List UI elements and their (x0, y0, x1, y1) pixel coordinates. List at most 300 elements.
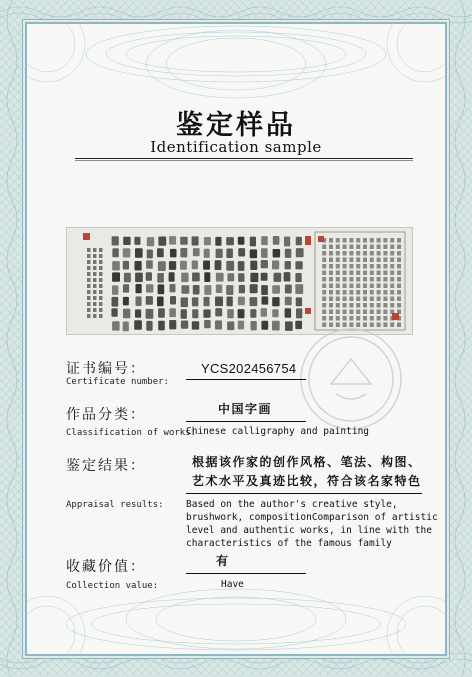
calligraphy-glyph (261, 285, 268, 295)
calligraphy-glyph (193, 285, 200, 295)
description-glyph (349, 264, 353, 269)
description-glyph (356, 277, 360, 282)
appraisal-value-en-line1: Based on the author's creative style, (186, 499, 398, 510)
description-glyph (390, 303, 394, 308)
appraisal-label-en: Appraisal results: (66, 500, 164, 510)
description-glyph (363, 271, 367, 276)
description-glyph (336, 303, 340, 308)
description-glyph (363, 277, 367, 282)
calligraphy-glyph (204, 297, 210, 306)
description-glyph (329, 238, 333, 243)
description-glyph (390, 277, 394, 282)
description-glyph (329, 310, 333, 315)
calligraphy-glyph (180, 248, 187, 257)
calligraphy-glyph (204, 272, 210, 282)
description-glyph (370, 264, 374, 269)
calligraphy-glyph (239, 285, 245, 293)
inscription-glyph (99, 260, 103, 264)
inscription-glyph (87, 296, 91, 300)
calligraphy-glyph (250, 309, 256, 318)
calligraphy-glyph (192, 236, 199, 245)
description-glyph (343, 323, 347, 328)
description-glyph (349, 245, 353, 250)
description-glyph (370, 251, 374, 256)
description-glyph (390, 271, 394, 276)
description-glyph (349, 284, 353, 289)
description-glyph (363, 284, 367, 289)
description-glyph (397, 277, 401, 282)
calligraphy-glyph (250, 284, 258, 293)
inscription-glyph (93, 290, 97, 294)
calligraphy-glyph (169, 320, 176, 329)
inscription-glyph (87, 272, 91, 276)
description-glyph (377, 264, 381, 269)
calligraphy-glyph (181, 285, 189, 294)
description-glyph (329, 245, 333, 250)
inscription-glyph (93, 266, 97, 270)
calligraphy-glyph (180, 261, 187, 270)
classification-label-en: Classification of works: (66, 428, 197, 438)
inscription-glyph (93, 308, 97, 312)
calligraphy-glyph (170, 284, 176, 292)
calligraphy-glyph (227, 309, 234, 318)
description-glyph (349, 238, 353, 243)
collection-value-label-en: Collection value: (66, 581, 159, 591)
calligraphy-glyph (146, 284, 153, 292)
calligraphy-glyph (192, 309, 198, 318)
calligraphy-glyph (123, 284, 129, 292)
calligraphy-glyph (216, 249, 223, 258)
description-glyph (397, 284, 401, 289)
calligraphy-glyph (250, 273, 258, 282)
description-glyph (329, 271, 333, 276)
calligraphy-glyph (238, 321, 244, 330)
description-glyph (390, 297, 394, 302)
calligraphy-glyph (215, 297, 223, 307)
description-glyph (370, 245, 374, 250)
calligraphy-glyph (226, 237, 234, 245)
calligraphy-glyph (181, 273, 188, 283)
description-glyph (383, 277, 387, 282)
description-glyph (397, 258, 401, 263)
description-glyph (363, 245, 367, 250)
appraisal-value-cn-line2: 艺术水平及真迹比较，符合该名家特色 (192, 474, 422, 488)
inscription-glyph (87, 266, 91, 270)
description-glyph (377, 238, 381, 243)
classification-value-en: Chinese calligraphy and painting (186, 426, 370, 437)
inscription-glyph (87, 278, 91, 282)
appraisal-value-en-line2: brushwork, compositionComparison of artistic (186, 512, 438, 523)
description-glyph (343, 238, 347, 243)
description-glyph (343, 251, 347, 256)
description-glyph (397, 264, 401, 269)
calligraphy-glyph (157, 273, 164, 283)
inscription-glyph (87, 302, 91, 306)
calligraphy-glyph (146, 272, 152, 281)
calligraphy-glyph (296, 297, 302, 306)
calligraphy-glyph (135, 261, 142, 271)
calligraphy-glyph (295, 273, 301, 282)
calligraphy-glyph (227, 273, 234, 281)
appraisal-value-en-line3: level and authentic works, in line with the (186, 525, 432, 536)
calligraphy-glyph (134, 237, 140, 245)
description-glyph (363, 316, 367, 321)
description-glyph (343, 303, 347, 308)
description-glyph (390, 284, 394, 289)
calligraphy-glyph (250, 297, 258, 306)
calligraphy-glyph (157, 297, 164, 307)
calligraphy-glyph (261, 308, 267, 317)
calligraphy-glyph (146, 321, 152, 331)
calligraphy-glyph (169, 308, 176, 317)
description-glyph (370, 277, 374, 282)
description-glyph (343, 245, 347, 250)
inscription-glyph (99, 278, 103, 282)
calligraphy-glyph (135, 273, 143, 283)
description-glyph (336, 271, 340, 276)
description-glyph (363, 264, 367, 269)
description-glyph (349, 323, 353, 328)
description-glyph (349, 271, 353, 276)
calligraphy-glyph (215, 308, 222, 316)
description-glyph (329, 264, 333, 269)
description-glyph (329, 258, 333, 263)
classification-label: 作品分类： (66, 407, 146, 423)
description-glyph (329, 303, 333, 308)
calligraphy-glyph (158, 321, 165, 331)
description-glyph (329, 277, 333, 282)
calligraphy-glyph (180, 237, 188, 245)
calligraphy-glyph (285, 321, 293, 331)
inscription-glyph (99, 314, 103, 318)
calligraphy-glyph (192, 273, 200, 282)
calligraphy-glyph (272, 285, 280, 294)
calligraphy-glyph (181, 309, 187, 319)
calligraphy-glyph (146, 309, 154, 319)
description-glyph (356, 310, 360, 315)
calligraphy-glyph (112, 248, 118, 257)
calligraphy-glyph (272, 297, 279, 306)
calligraphy-glyph (238, 237, 245, 245)
description-glyph (383, 316, 387, 321)
inscription-glyph (99, 272, 103, 276)
description-glyph (370, 323, 374, 328)
description-glyph (322, 284, 326, 289)
description-glyph (383, 284, 387, 289)
title-english: Identification sample (150, 138, 322, 156)
collection-value-underline (186, 573, 306, 574)
inscription-glyph (99, 284, 103, 288)
description-glyph (322, 277, 326, 282)
calligraphy-glyph (157, 248, 164, 257)
calligraphy-glyph (238, 273, 244, 282)
collection-value-en: Have (221, 579, 244, 590)
description-glyph (383, 290, 387, 295)
calligraphy-glyph (135, 248, 143, 257)
calligraphy-glyph (227, 297, 233, 307)
calligraphy-glyph (146, 260, 153, 269)
description-glyph (377, 290, 381, 295)
description-glyph (343, 290, 347, 295)
description-glyph (322, 297, 326, 302)
calligraphy-glyph (147, 237, 154, 246)
inscription-glyph (99, 308, 103, 312)
description-glyph (343, 264, 347, 269)
description-glyph (349, 310, 353, 315)
inscription-glyph (93, 254, 97, 258)
calligraphy-glyph (181, 297, 188, 307)
calligraphy-glyph (204, 249, 210, 258)
calligraphy-glyph (215, 260, 222, 270)
calligraphy-glyph (261, 273, 268, 281)
calligraphy-glyph (226, 285, 233, 295)
description-glyph (383, 310, 387, 315)
description-glyph (377, 316, 381, 321)
description-glyph (349, 258, 353, 263)
description-glyph (370, 310, 374, 315)
description-glyph (383, 264, 387, 269)
inscription-glyph (93, 272, 97, 276)
description-glyph (343, 297, 347, 302)
description-glyph (322, 251, 326, 256)
description-glyph (343, 284, 347, 289)
description-glyph (356, 290, 360, 295)
inscription-glyph (87, 314, 91, 318)
description-glyph (356, 303, 360, 308)
calligraphy-glyph (284, 272, 291, 281)
calligraphy-glyph (204, 237, 211, 245)
description-glyph (377, 323, 381, 328)
appraisal-underline (186, 493, 422, 494)
calligraphy-glyph (192, 297, 199, 306)
calligraphy-glyph (238, 309, 245, 318)
description-glyph (329, 284, 333, 289)
inscription-glyph (99, 266, 103, 270)
description-glyph (349, 277, 353, 282)
description-glyph (377, 303, 381, 308)
description-glyph (336, 277, 340, 282)
calligraphy-glyph (238, 248, 245, 256)
calligraphy-glyph (261, 260, 268, 268)
description-glyph (343, 316, 347, 321)
description-glyph (370, 316, 374, 321)
description-glyph (349, 303, 353, 308)
appraisal-label: 鉴定结果： (66, 458, 146, 474)
calligraphy-glyph (170, 249, 177, 258)
description-glyph (377, 258, 381, 263)
description-glyph (356, 271, 360, 276)
calligraphy-glyph (285, 285, 292, 294)
calligraphy-glyph (203, 309, 210, 317)
calligraphy-glyph (135, 309, 141, 317)
description-glyph (390, 251, 394, 256)
inscription-glyph (87, 260, 91, 264)
description-glyph (322, 245, 326, 250)
description-glyph (336, 290, 340, 295)
calligraphy-glyph (272, 261, 279, 270)
description-glyph (363, 303, 367, 308)
calligraphy-glyph (216, 273, 224, 282)
calligraphy-glyph (123, 248, 131, 257)
appraisal-value-en-line4: characteristics of the famous family (186, 538, 392, 549)
description-glyph (377, 245, 381, 250)
calligraphy-glyph (262, 296, 269, 304)
calligraphy-scroll (67, 228, 412, 334)
description-glyph (343, 258, 347, 263)
description-glyph (383, 323, 387, 328)
description-glyph (329, 251, 333, 256)
calligraphy-glyph (192, 321, 199, 329)
description-glyph (383, 251, 387, 256)
calligraphy-glyph (261, 248, 268, 258)
description-glyph (377, 277, 381, 282)
calligraphy-glyph (215, 237, 221, 246)
description-glyph (336, 258, 340, 263)
description-glyph (383, 271, 387, 276)
calligraphy-glyph (134, 320, 142, 330)
title-divider-top (75, 158, 413, 159)
calligraphy-glyph (158, 261, 166, 271)
calligraphy-glyph (273, 249, 281, 258)
description-glyph (383, 238, 387, 243)
calligraphy-glyph (123, 261, 129, 270)
description-glyph (397, 290, 401, 295)
calligraphy-glyph (226, 261, 234, 271)
calligraphy-glyph (123, 237, 130, 245)
description-glyph (377, 310, 381, 315)
calligraphy-glyph (124, 273, 131, 283)
calligraphy-glyph (112, 236, 119, 245)
calligraphy-glyph (158, 237, 166, 246)
description-glyph (390, 258, 394, 263)
calligraphy-glyph (285, 249, 292, 258)
calligraphy-glyph (146, 296, 153, 305)
calligraphy-glyph (136, 284, 142, 293)
calligraphy-glyph (238, 261, 245, 271)
description-glyph (356, 251, 360, 256)
description-glyph (356, 297, 360, 302)
title-divider-bottom (75, 160, 413, 161)
description-glyph (322, 310, 326, 315)
calligraphy-glyph (158, 284, 165, 294)
calligraphy-glyph (181, 321, 188, 329)
inscription-glyph (99, 302, 103, 306)
inscription-glyph (99, 296, 103, 300)
description-glyph (356, 258, 360, 263)
description-glyph (397, 238, 401, 243)
calligraphy-glyph (112, 321, 120, 330)
description-glyph (397, 323, 401, 328)
calligraphy-glyph (123, 297, 129, 306)
description-glyph (370, 238, 374, 243)
description-glyph (363, 290, 367, 295)
calligraphy-glyph (273, 236, 280, 245)
certificate-number-value: YCS202456754 (201, 361, 297, 376)
calligraphy-glyph (192, 261, 198, 270)
calligraphy-glyph (272, 321, 280, 331)
description-glyph (336, 323, 340, 328)
calligraphy-glyph (284, 237, 290, 247)
description-glyph (356, 245, 360, 250)
calligraphy-glyph (274, 273, 282, 282)
calligraphy-glyph (112, 261, 120, 270)
inscription-glyph (87, 284, 91, 288)
description-glyph (397, 245, 401, 250)
description-glyph (397, 297, 401, 302)
calligraphy-glyph (193, 248, 200, 256)
appraisal-value-cn-line1: 根据该作家的创作风格、笔法、构图、 (192, 455, 422, 469)
description-glyph (349, 290, 353, 295)
description-glyph (322, 258, 326, 263)
description-glyph (390, 290, 394, 295)
description-glyph (363, 258, 367, 263)
calligraphy-glyph (111, 308, 117, 317)
description-glyph (329, 323, 333, 328)
artwork-image (66, 227, 413, 335)
description-glyph (336, 297, 340, 302)
description-glyph (363, 238, 367, 243)
description-glyph (397, 251, 401, 256)
calligraphy-glyph (169, 236, 176, 245)
description-glyph (377, 251, 381, 256)
calligraphy-glyph (136, 296, 142, 306)
description-glyph (336, 264, 340, 269)
description-glyph (363, 251, 367, 256)
description-glyph (343, 277, 347, 282)
inscription-glyph (93, 248, 97, 252)
calligraphy-glyph (251, 321, 257, 330)
description-glyph (329, 316, 333, 321)
classification-underline (186, 421, 306, 422)
calligraphy-glyph (215, 320, 222, 329)
inscription-glyph (99, 290, 103, 294)
title-chinese: 鉴定样品 (176, 110, 296, 141)
description-glyph (370, 284, 374, 289)
description-glyph (383, 258, 387, 263)
description-glyph (336, 245, 340, 250)
inscription-glyph (87, 308, 91, 312)
calligraphy-glyph (112, 272, 120, 281)
description-glyph (329, 290, 333, 295)
description-glyph (336, 251, 340, 256)
calligraphy-glyph (285, 308, 292, 318)
description-glyph (363, 310, 367, 315)
calligraphy-glyph (227, 321, 234, 330)
calligraphy-glyph (285, 261, 291, 269)
description-glyph (370, 258, 374, 263)
calligraphy-glyph (261, 321, 268, 330)
calligraphy-glyph (295, 261, 302, 269)
inscription-glyph (93, 314, 97, 318)
description-glyph (383, 303, 387, 308)
calligraphy-glyph (123, 322, 129, 332)
inscription-glyph (99, 254, 103, 258)
inscription-glyph (93, 284, 97, 288)
description-glyph (397, 303, 401, 308)
calligraphy-glyph (147, 250, 153, 259)
calligraphy-glyph (169, 261, 176, 270)
description-glyph (356, 264, 360, 269)
description-glyph (356, 284, 360, 289)
calligraphy-glyph (226, 249, 233, 259)
description-glyph (370, 290, 374, 295)
calligraphy-glyph (295, 321, 302, 329)
calligraphy-glyph (295, 284, 303, 294)
description-glyph (383, 245, 387, 250)
inscription-glyph (87, 254, 91, 258)
description-glyph (356, 316, 360, 321)
description-glyph (336, 310, 340, 315)
